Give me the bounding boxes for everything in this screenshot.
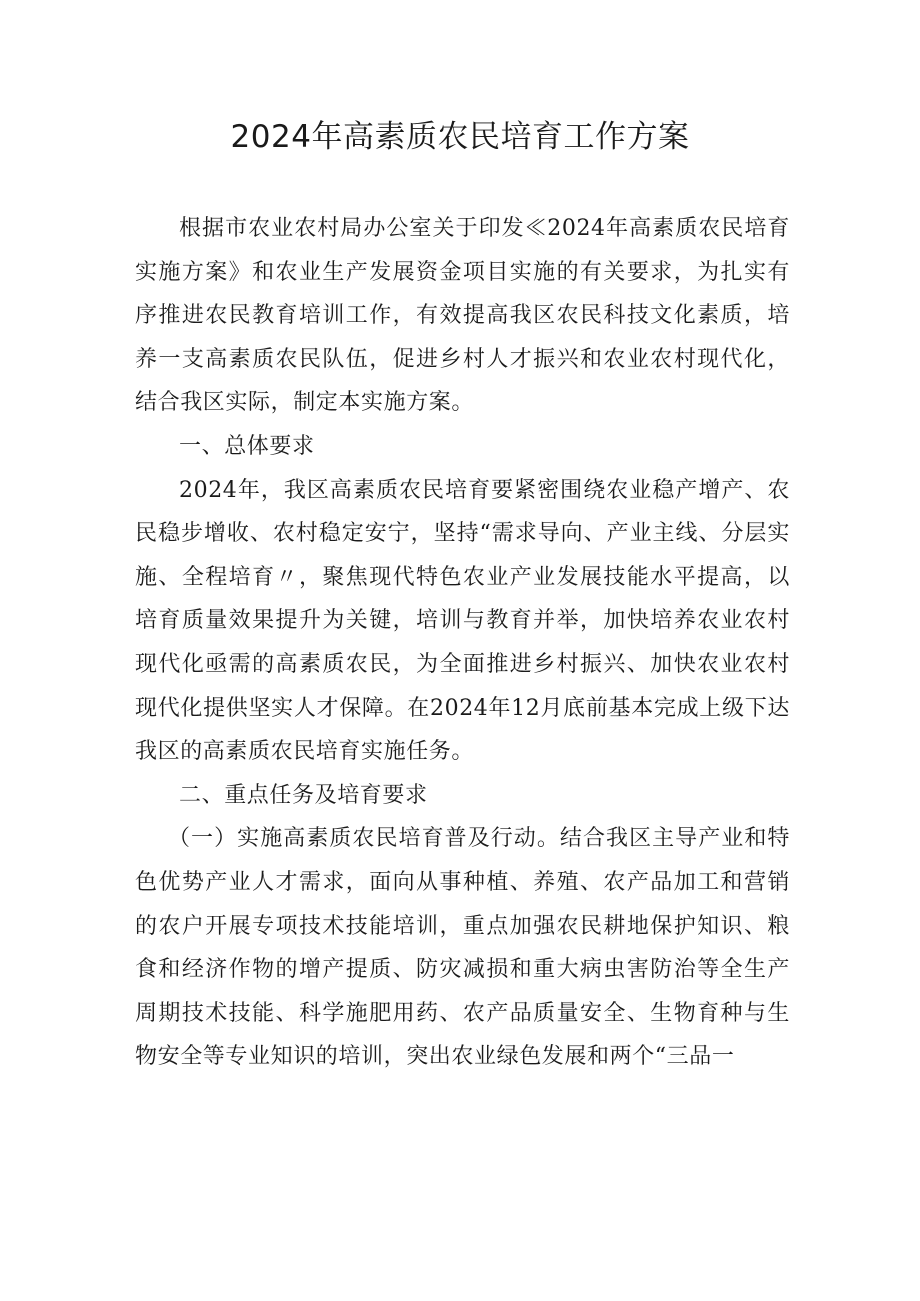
section-heading-key-tasks: 二、重点任务及培育要求 (179, 782, 428, 808)
intro-paragraph: 根据市农业农村局办公室关于印发≪2024年高素质农民培育实施方案》和农业生产发展资金项目实施的有关要求，为扎实有序推进农民教育培训工作，有效提高我区农民科技文化素质，培养一支高素质农民队伍，促进乡村人才振兴和农业农村现代化，结合我区实际，制定本实施方案。 (135, 216, 790, 416)
document-title: 2024年高素质农民培育工作方案 (230, 119, 690, 155)
general-requirements-paragraph: 2024年，我区高素质农民培育要紧密围绕农业稳产增产、农民稳步增收、农村稳定安宁，坚持“需求导向、产业主线、分层实施、全程培育〃，聚焦现代特色农业产业发展技能水平提高，以培育质量效果提升为关键，培训与教育并举，加快培养农业农村现代化亟需的高素质农民，为全面推进乡村振兴、加快农业农村现代化提供坚实人才保障。在2024年12月底前基本完成上级下达我区的高素质农民培育实施任务。 (135, 477, 790, 765)
document-body (135, 207, 790, 1079)
key-tasks-paragraph: （一）实施高素质农民培育普及行动。结合我区主导产业和特色优势产业人才需求，面向从事种植、养殖、农产品加工和营销的农户开展专项技术技能培训，重点加强农民耕地保护知识、粮食和经济作物的增产提质、防灾减损和重大病虫害防治等全生产周期技术技能、科学施肥用药、农产品质量安全、生物育种与生物安全等专业知识的培训，突出农业绿色发展和两个“三品一 (135, 826, 790, 1070)
section-heading-general-requirements: 一、总体要求 (179, 433, 315, 459)
